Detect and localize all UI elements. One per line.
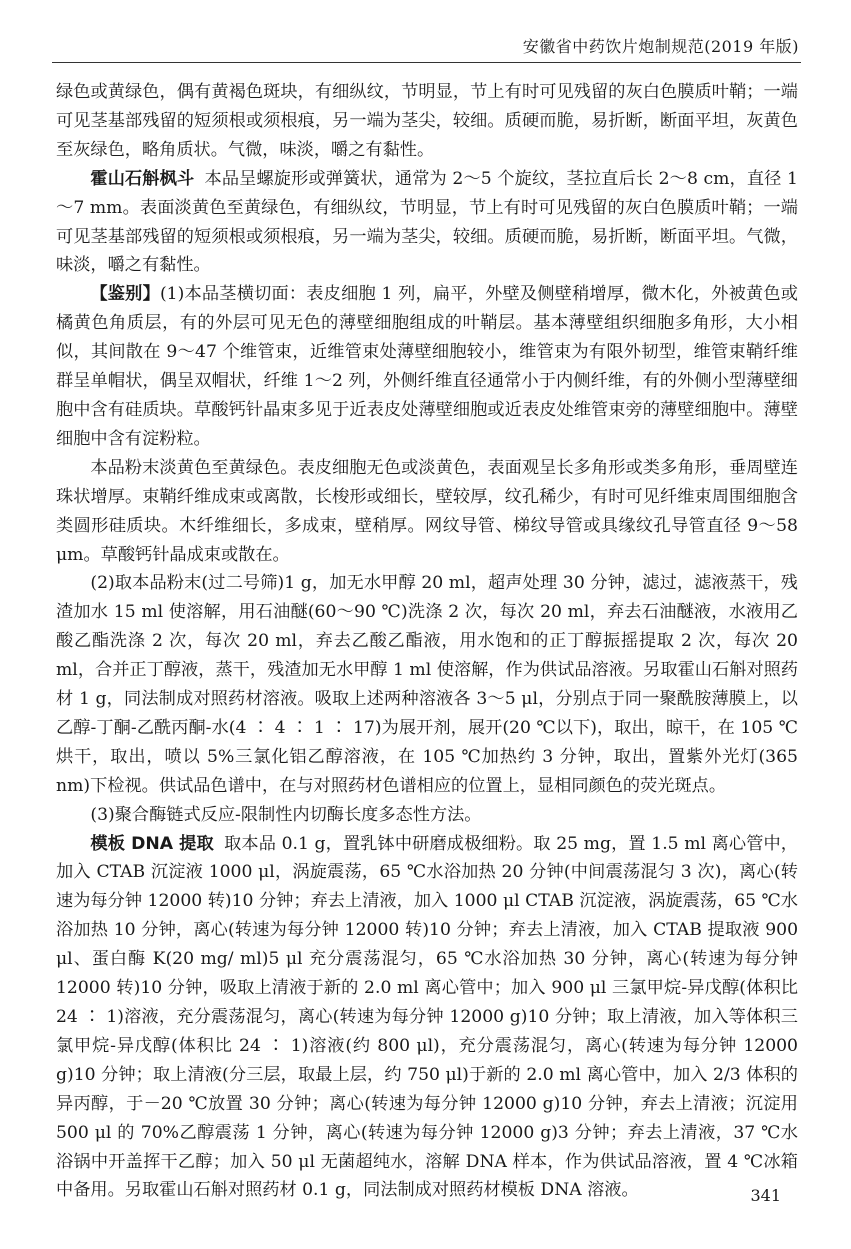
paragraph-label-fengdou: 霍山石斛枫斗 (90, 168, 195, 189)
paragraph-tlc: (2)取本品粉末(过二号筛)1 g，加无水甲醇 20 ml，超声处理 30 分钟，滤过，滤液蒸干，残渣加水 15 ml 使溶解，用石油醚(60～90 ℃)洗涤 2 次，每次 20 ml，弃去石油醚液，水液用乙酸乙酯洗涤 2 次，每次 20 ml，弃去乙酸乙酯液，用水饱和的正丁醇振摇提取 2 次，每次 20 ml，合并正丁醇液，蒸干，残渣加无水甲醇 1 ml 使溶解，作为供试品溶液。另取霍山石斛对照药材 1 g，同法制成对照药材溶液。吸取上述两种溶液各 3～5 μl，分别点于同一聚酰胺薄膜上，以乙醇-丁酮-乙酰丙酮-水(4 ∶ 4 ∶ 1 ∶ 17)为展开剂，展开(20 ℃以下)，取出，晾干，在 105 ℃烘干，取出，喷以 5%三氯化铝乙醇溶液，在 105 ℃加热约 3 分钟，取出，置紫外光灯(365 nm)下检视。供试品色谱中，在与对照药材色谱相应的位置上，显相同颜色的荧光斑点。 (56, 573, 798, 796)
paragraph-identification (56, 280, 798, 453)
header-rule (52, 62, 801, 63)
paragraph-dna-extraction (56, 830, 798, 1206)
paragraph-label-identification: 【鉴别】 (90, 284, 160, 305)
paragraph-text-dna-extraction: 取本品 0.1 g，置乳钵中研磨成极细粉。取 25 mg，置 1.5 ml 离心管中，加入 CTAB 沉淀液 1000 μl，涡旋震荡，65 ℃水浴加热 20 分钟(中间震荡混匀 3 次)，离心(转速为每分钟 12000 转)10 分钟；弃去上清液，加入 1000 μl CTAB 沉淀液，涡旋震荡，65 ℃水浴加热 10 分钟，离心(转速为每分钟 12000 转)10 分钟；弃去上清液，加入 CTAB 提取液 900 μl、蛋白酶 K(20 mg/ ml)5 μl 充分震荡混匀，65 ℃水浴加热 30 分钟，离心(转速为每分钟 12000 转)10 分钟，吸取上清液于新的 2.0 ml 离心管中；加入 900 μl 三氯甲烷-异戊醇(体积比 24 ∶ 1)溶液，充分震荡混匀，离心(转速为每分钟 12000 g)10 分钟；取上清液，加入等体积三氯甲烷-异戊醇(体积比 24 ∶ 1)溶液(约 800 μl)，充分震荡混匀，离心(转速为每分钟 12000 g)10 分钟；取上清液(分三层，取最上层，约 750 μl)于新的 2.0 ml 离心管中，加入 2/3 体积的异丙醇，于－20 ℃放置 30 分钟；离心(转速为每分钟 12000 g)10 分钟，弃去上清液；沉淀用 500 μl 的 70%乙醇震荡 1 分钟，离心(转速为每分钟 12000 g)3 分钟；弃去上清液，37 ℃水浴锅中开盖挥干乙醇；加入 50 μl 无菌超纯水，溶解 DNA 样本，作为供试品溶液，置 4 ℃冰箱中备用。另取霍山石斛对照药材 0.1 g，同法制成对照药材模板 DNA 溶液。 (56, 833, 798, 1201)
paragraph-fengdou (56, 165, 798, 281)
paragraph-text-identification: (1)本品茎横切面：表皮细胞 1 列，扁平，外壁及侧壁稍增厚，微木化，外被黄色或橘黄色角质层，有的外层可见无色的薄壁细胞组成的叶鞘层。基本薄壁组织细胞多角形，大小相似，其间散在 9～47 个维管束，近维管束处薄壁细胞较小，维管束为有限外韧型，维管束鞘纤维群呈单帽状，偶呈双帽状，纤维 1～2 列，外侧纤维直径通常小于内侧纤维，有的外侧小型薄壁细胞中含有硅质块。草酸钙针晶束多见于近表皮处薄壁细胞或近表皮处维管束旁的薄壁细胞中。薄壁细胞中含有淀粉粒。 (56, 284, 798, 449)
page-number: 341 (750, 1186, 781, 1205)
paragraph-pcr-rflp: (3)聚合酶链式反应-限制性内切酶长度多态性方法。 (90, 804, 482, 825)
running-header: 安徽省中药饮片炮制规范(2019 年版) (522, 37, 799, 56)
paragraph-powder: 本品粉末淡黄色至黄绿色。表皮细胞无色或淡黄色，表面观呈长多角形或类多角形，垂周壁连珠状增厚。束鞘纤维成束或离散，长梭形或细长，壁较厚，纹孔稀少，有时可见纤维束周围细胞含类圆形硅质块。木纤维细长，多成束，壁稍厚。网纹导管、梯纹导管或具缘纹孔导管直径 9～58 μm。草酸钙针晶成束或散在。 (56, 457, 798, 565)
paragraph-continuation: 绿色或黄绿色，偶有黄褐色斑块，有细纵纹，节明显，节上有时可见残留的灰白色膜质叶鞘；一端可见茎基部残留的短须根或须根痕，另一端为茎尖，较细。质硬而脆，易折断，断面平坦，灰黄色至灰绿色，略角质状。气微，味淡，嚼之有黏性。 (56, 82, 798, 160)
body-text (56, 78, 798, 1205)
paragraph-text-fengdou: 本品呈螺旋形或弹簧状，通常为 2～5 个旋纹，茎拉直后长 2～8 cm，直径 1～7 mm。表面淡黄色至黄绿色，有细纵纹，节明显，节上有时可见残留的灰白色膜质叶鞘；一端可见茎基部残留的短须根或须根痕，另一端为茎尖，较细。质硬而脆，易折断，断面平坦。气微，味淡，嚼之有黏性。 (56, 168, 798, 276)
paragraph-label-dna-extraction: 模板 DNA 提取 (90, 833, 214, 854)
